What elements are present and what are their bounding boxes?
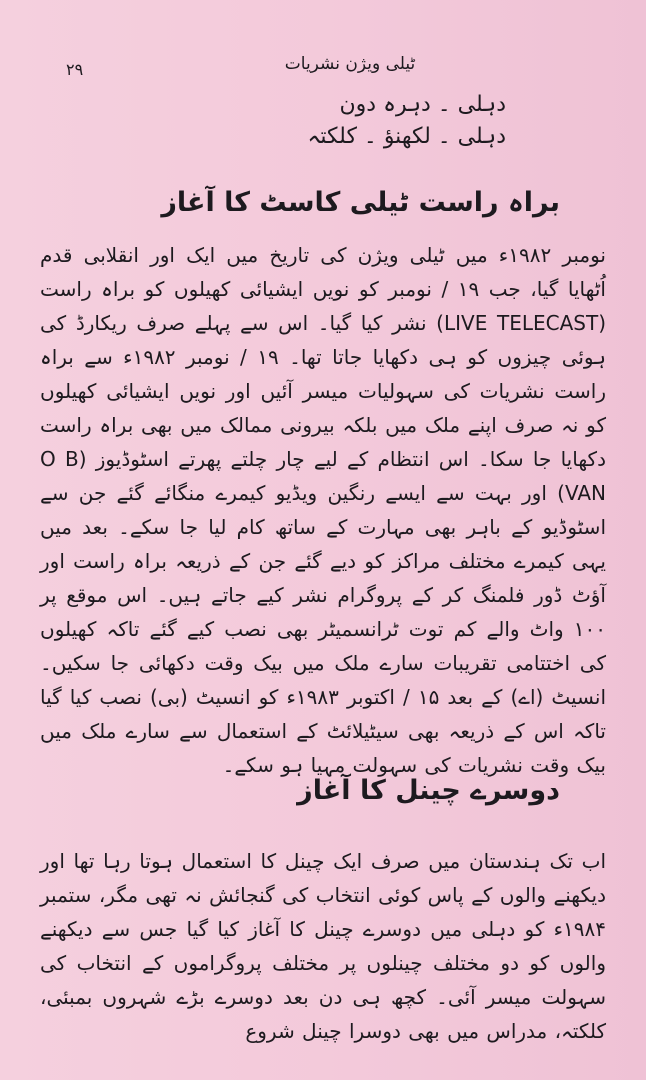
section-heading-second-channel: دوسرے چینل کا آغاز: [297, 775, 560, 806]
section-paragraph-live-telecast: نومبر ۱۹۸۲ء میں ٹیلی ویژن کی تاریخ میں ایک اور انقلابی قدم اُٹھایا گیا، جب ۱۹ / نومبر کو نویں ایشیائی کھیلوں کو براہ راست (LIVE TELECAST) نشر کیا گیا۔ اس سے پہلے صرف ریکارڈ کی ہوئی چیزوں کو ہی دکھایا جاتا تھا۔ ۱۹ / نومبر ۱۹۸۲ء سے براہ راست نشریات کی سہولیات میسر آئیں اور نویں ایشیائی کھیلوں کو نہ صرف اپنے ملک میں بلکہ بیرونی ممالک میں بھی براہ راست دکھایا جا سکا۔ اس انتظام کے لیے چار چلتے پھرتے اسٹوڈیوز (O B VAN) اور بہت سے ایسے رنگین ویڈیو کیمرے منگائے گئے جن سے اسٹوڈیو کے باہر بھی مہارت کے ساتھ کام لیا جا سکے۔ بعد میں یہی کیمرے مختلف مراکز کو دیے گئے جن کے ذریعہ براہ راست اور آؤٹ ڈور فلمنگ کر کے پروگرام نشر کیے جاتے ہیں۔ اس موقع پر ۱۰۰ واٹ والے کم توت ٹرانسمیٹر بھی نصب کیے گئے تاکہ کھیلوں کی اختتامی تقریبات سارے ملک میں بیک وقت دکھائی جا سکیں۔ انسیٹ (اے) کے بعد ۱۵ / اکتوبر ۱۹۸۳ء کو انسیٹ (بی) نصب کیا گیا تاکہ اس کے ذریعہ بھی سیٹیلائٹ کے استعمال سے سارے ملک میں بیک وقت نشریات کی سہولت مہیا ہو سکے۔: [40, 243, 607, 777]
section-paragraph-second-channel: اب تک ہندستان میں صرف ایک چینل کا استعمال ہوتا رہا تھا اور دیکھنے والوں کے پاس کوئی انتخاب کی گنجائش نہ تھی مگر، ستمبر ۱۹۸۴ء کو دہلی میں دوسرے چینل کا آغاز کیا گیا جس سے دیکھنے والوں کو دو مختلف چینلوں پر مختلف پروگراموں کے انتخاب کی سہولت میسر آئی۔ کچھ ہی دن بعد دوسرے بڑے شہروں بمبئی، کلکتہ، مدراس میں بھی دوسرا چینل شروع: [40, 849, 606, 1043]
route-line-2: دہلی ۔ لکھنؤ ۔ کلکتہ: [307, 124, 506, 149]
page-number: ۲۹: [66, 60, 84, 79]
route-line-1: دہلی ۔ دہرہ دون: [339, 92, 506, 117]
section-heading-live-telecast: براہ راست ٹیلی کاسٹ کا آغاز: [161, 187, 560, 218]
running-head: ٹیلی ویژن نشریات: [284, 54, 416, 74]
